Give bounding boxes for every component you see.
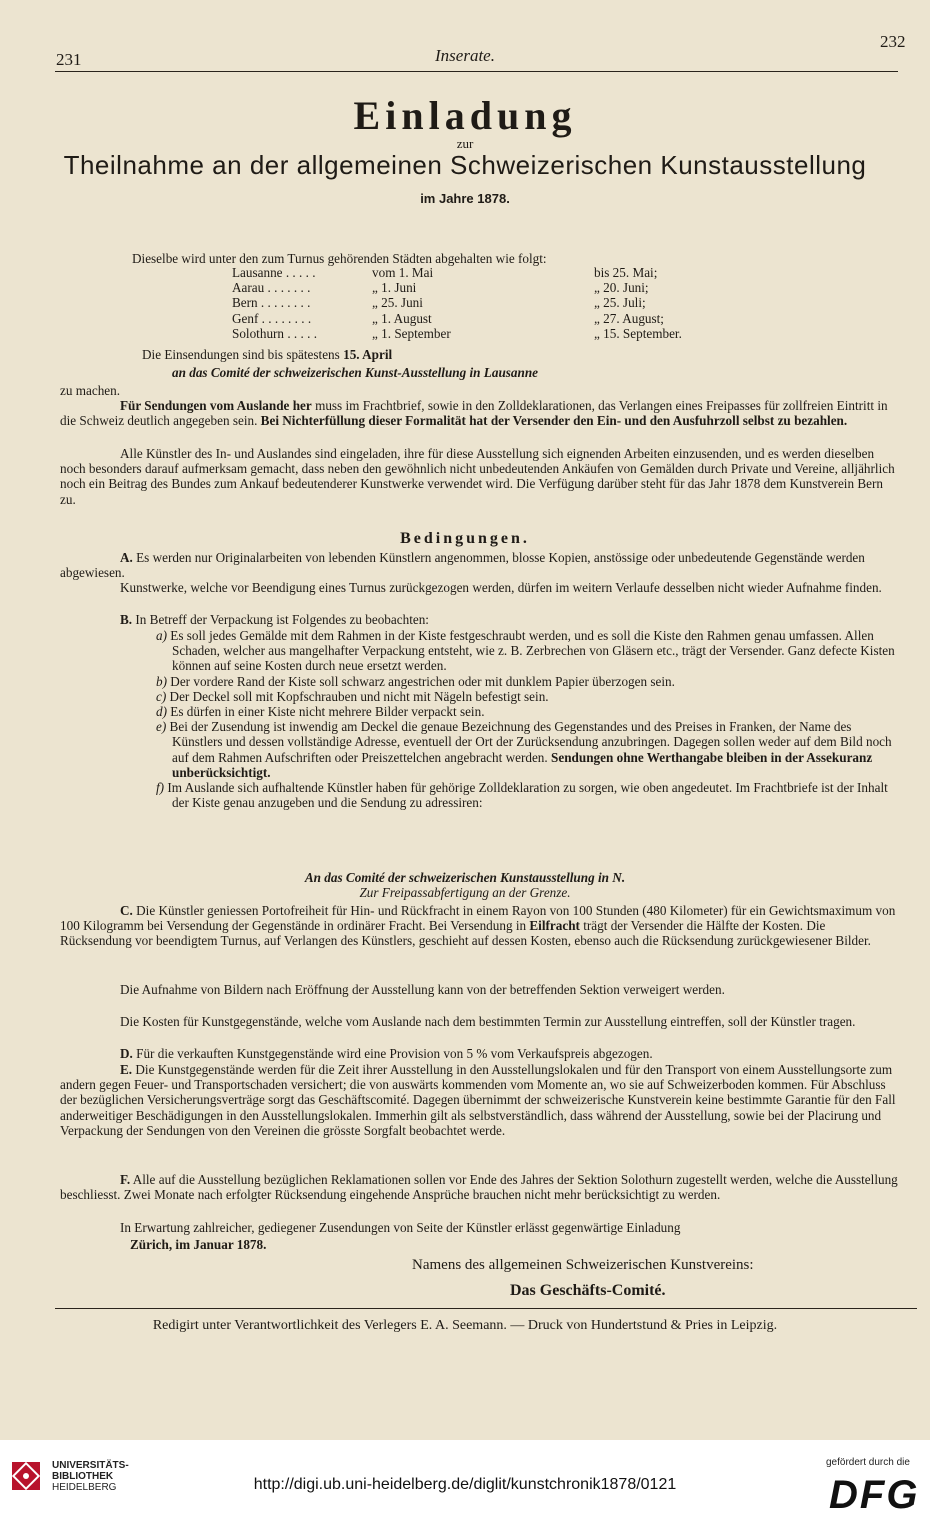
address-subline: Zur Freipassabfertigung an der Grenze. (359, 885, 571, 900)
title-year: im Jahre 1878. (420, 191, 510, 206)
clause-c-2: Die Aufnahme von Bildern nach Eröffnung der Ausstellung kann von der betreffenden Sektion verweigert werden. (120, 982, 725, 997)
list-item: f) Im Auslande sich aufhaltende Künstler haben für gehörige Zolldeklaration zu sorgen, wie oben angedeutet. Im Frachtbriefe ist der Inhalt der Kiste genau anzugeben und die Sendung zu adressiren: (156, 780, 888, 811)
invitation-title: Einladung (353, 93, 577, 138)
signoff: Namens des allgemeinen Schweizerischen Kunstvereins: (412, 1257, 754, 1273)
clause-d: D. Für die verkauften Kunstgegenstände wird eine Provision von 5 % vom Verkaufspreis abgezogen. (120, 1046, 653, 1061)
clause-f: F. Alle auf die Ausstellung bezüglichen Reklamationen sollen vor Ende des Jahres der Sektion Solothurn zugestellt werden, welche die Ausstellung beschliesst. Zwei Monate nach erfolgter Rücksendung eingehende Ansprüche brauchen nicht mehr berücksichtigt zu werden. (60, 1172, 898, 1203)
clause-c: C. Die Künstler geniessen Portofreiheit für Hin- und Rückfracht in einem Rayon von 100 Stunden (480 Kilometer) für ein Gewichtsmaximum von 100 Kilogramm bei Versendung der Gegenstände in ordinärer Fracht. Bei Versendung in Eilfracht trägt der Versender die Hälfte der Kosten. Die Rücksendung vor beendigtem Turnus, auf Verlangen des Künstlers, geschieht auf dessen Kosten, ebenso auch die Rücksendung zurückgewiesener Bilder. (60, 903, 896, 949)
deadline-address: an das Comité der schweizerischen Kunst-Ausstellung in Lausanne (172, 365, 539, 380)
funding-note: gefördert durch die (826, 1457, 910, 1468)
committee-signature: Das Geschäfts-Comité. (510, 1282, 666, 1299)
paragraph-ausland: Für Sendungen vom Auslande her muss im Frachtbrief, sowie in den Zolldeklarationen, das Verlangen eines Freipasses für zollfreien Eintritt in die Schweiz deutlich angegeben sein. Bei Nichterfüllung dieser Formalität hat der Versender den Ein- und den Ausfuhrzoll selbst zu bezahlen. (60, 398, 888, 429)
header-rule (55, 71, 898, 72)
clause-a-2: Kunstwerke, welche vor Beendigung eines Turnus zurückgezogen werden, dürfen im weitern Verlaufe desselben nicht wieder Aufnahme finden. (120, 580, 882, 595)
schedule-intro: Dieselbe wird unter den zum Turnus gehörenden Städten abgehalten wie folgt: (132, 251, 547, 266)
paragraph-kuenstler: Alle Künstler des In- und Auslandes sind eingeladen, ihre für diese Ausstellung sich eignenden Arbeiten einzusenden, und es werden dieselben noch besonders darauf aufmerksam gemacht, dass neben den gewöhnlich nicht unbedeutenden Ankäufen von Gemälden durch Private und Vereine, alljährlich noch ein Beitrag des Bundes zum Ankauf bedeutenderer Kunstwerke verwendet wird. Die Verfügung darüber steht für das Jahr 1878 dem Kunstverein Bern zu. (60, 446, 895, 507)
clause-e: E. Die Kunstgegenstände werden für die Zeit ihrer Ausstellung in den Ausstellungslokalen und für den Transport von einem Ausstellungsorte zum andern gegen Feuer- und Transportschaden versichert; die von auswärts kommenden vom Momente an, wo sie auf Schweizerboden kommen. Für Abschluss der bezüglichen Versicherungsverträge sorgt das Geschäftscomité. Dagegen übernimmt der schweizerische Kunstverein keine bestimmte Garantie für den Fall anderweitiger Beschädigungen in den Ausstellungslokalen. Immerhin gilt als selbstverständlich, dass während der Ausstellung, sowie bei der Placirung und Verpackung der Sendungen von den Vereinen die grösste Sorgfalt beobachtet werde. (60, 1062, 896, 1138)
schedule-row: Solothurn . . . . . „ 1. September „ 15. September. (232, 325, 682, 341)
list-item: b) Der vordere Rand der Kiste soll schwarz angestrichen oder mit dunklem Papier überzogen sein. (156, 673, 675, 689)
footer-rule (55, 1308, 917, 1309)
clause-b-list (150, 628, 898, 810)
page-number-left: 231 (56, 50, 82, 69)
schedule-table (232, 265, 792, 341)
source-url-link[interactable]: http://digi.ub.uni-heidelberg.de/diglit/kunstchronik1878/0121 (253, 1476, 677, 1493)
closing-paragraph: In Erwartung zahlreicher, gediegener Zusendungen von Seite der Künstler erlässt gegenwärtige Einladung (120, 1220, 681, 1235)
list-item: a) Es soll jedes Gemälde mit dem Rahmen in der Kiste festgeschraubt werden, und es soll die Kiste den Rahmen genau umfassen. Allen Schaden, welcher aus mangelhafter Verpackung entsteht, wie z. B. Zerbrechen von Gläsern etc., trägt der Versender. Ganz defecte Kisten können auf seine Kosten durch neue ersetzt werden. (156, 628, 895, 674)
schedule-row: Lausanne . . . . . vom 1. Mai bis 25. Mai; (232, 265, 658, 280)
library-name: UNIVERSITÄTS- BIBLIOTHEK HEIDELBERG (52, 1460, 129, 1493)
clause-a: A. Es werden nur Originalarbeiten von lebenden Künstlern angenommen, blosse Kopien, anstössige oder unbedeutende Gegenstände werden abgewiesen. (60, 550, 865, 581)
imprint-line: Redigirt unter Verantwortlichkeit des Verlegers E. A. Seemann. — Druck von Hundertstund & Pries in Leipzig. (152, 1318, 778, 1333)
clause-c-3: Die Kosten für Kunstgegenstände, welche vom Auslande nach dem bestimmten Termin zur Ausstellung eintreffen, soll der Künstler tragen. (120, 1014, 856, 1029)
title-zur: zur (456, 136, 474, 151)
page-number-right: 232 (880, 32, 906, 51)
list-item: c) Der Deckel soll mit Kopfschrauben und nicht mit Nägeln befestigt sein. (156, 688, 549, 704)
title-subtitle: Theilnahme an der allgemeinen Schweizerischen Kunstausstellung (63, 150, 867, 180)
schedule-row: Aarau . . . . . . . „ 1. Juni „ 20. Juni; (232, 280, 649, 296)
deadline-line: Die Einsendungen sind bis spätestens 15. April (142, 347, 393, 362)
address-line: An das Comité der schweizerischen Kunstausstellung in N. (304, 870, 626, 885)
running-head: Inserate. (435, 46, 495, 65)
list-item: d) Es dürfen in einer Kiste nicht mehrere Bilder verpackt sein. (156, 704, 485, 720)
dfg-logo: DFG (829, 1473, 920, 1517)
list-item: e) Bei der Zusendung ist inwendig am Deckel die genaue Bezeichnung des Gegenstandes und des Preises in Franken, der Name des Künstlers und dessen vollständige Adresse, eventuell der Ort der Zurücksendung anzubringen. Dagegen sollen weder auf dem Bild noch auf dem Rahmen Aufschriften oder Preiszettelchen angebracht werden. Sendungen ohne Werthangabe bleiben in der Assekuranz unberücksichtigt. (156, 719, 892, 780)
schedule-row: Bern . . . . . . . . „ 25. Juni „ 25. Juli; (232, 295, 646, 311)
place-date: Zürich, im Januar 1878. (130, 1237, 267, 1252)
zu-machen: zu machen. (60, 383, 121, 398)
schedule-row: Genf . . . . . . . . „ 1. August „ 27. August; (232, 310, 664, 326)
clause-b: B. In Betreff der Verpackung ist Folgendes zu beobachten: (120, 612, 429, 627)
section-heading-bedingungen: Bedingungen. (400, 530, 530, 547)
